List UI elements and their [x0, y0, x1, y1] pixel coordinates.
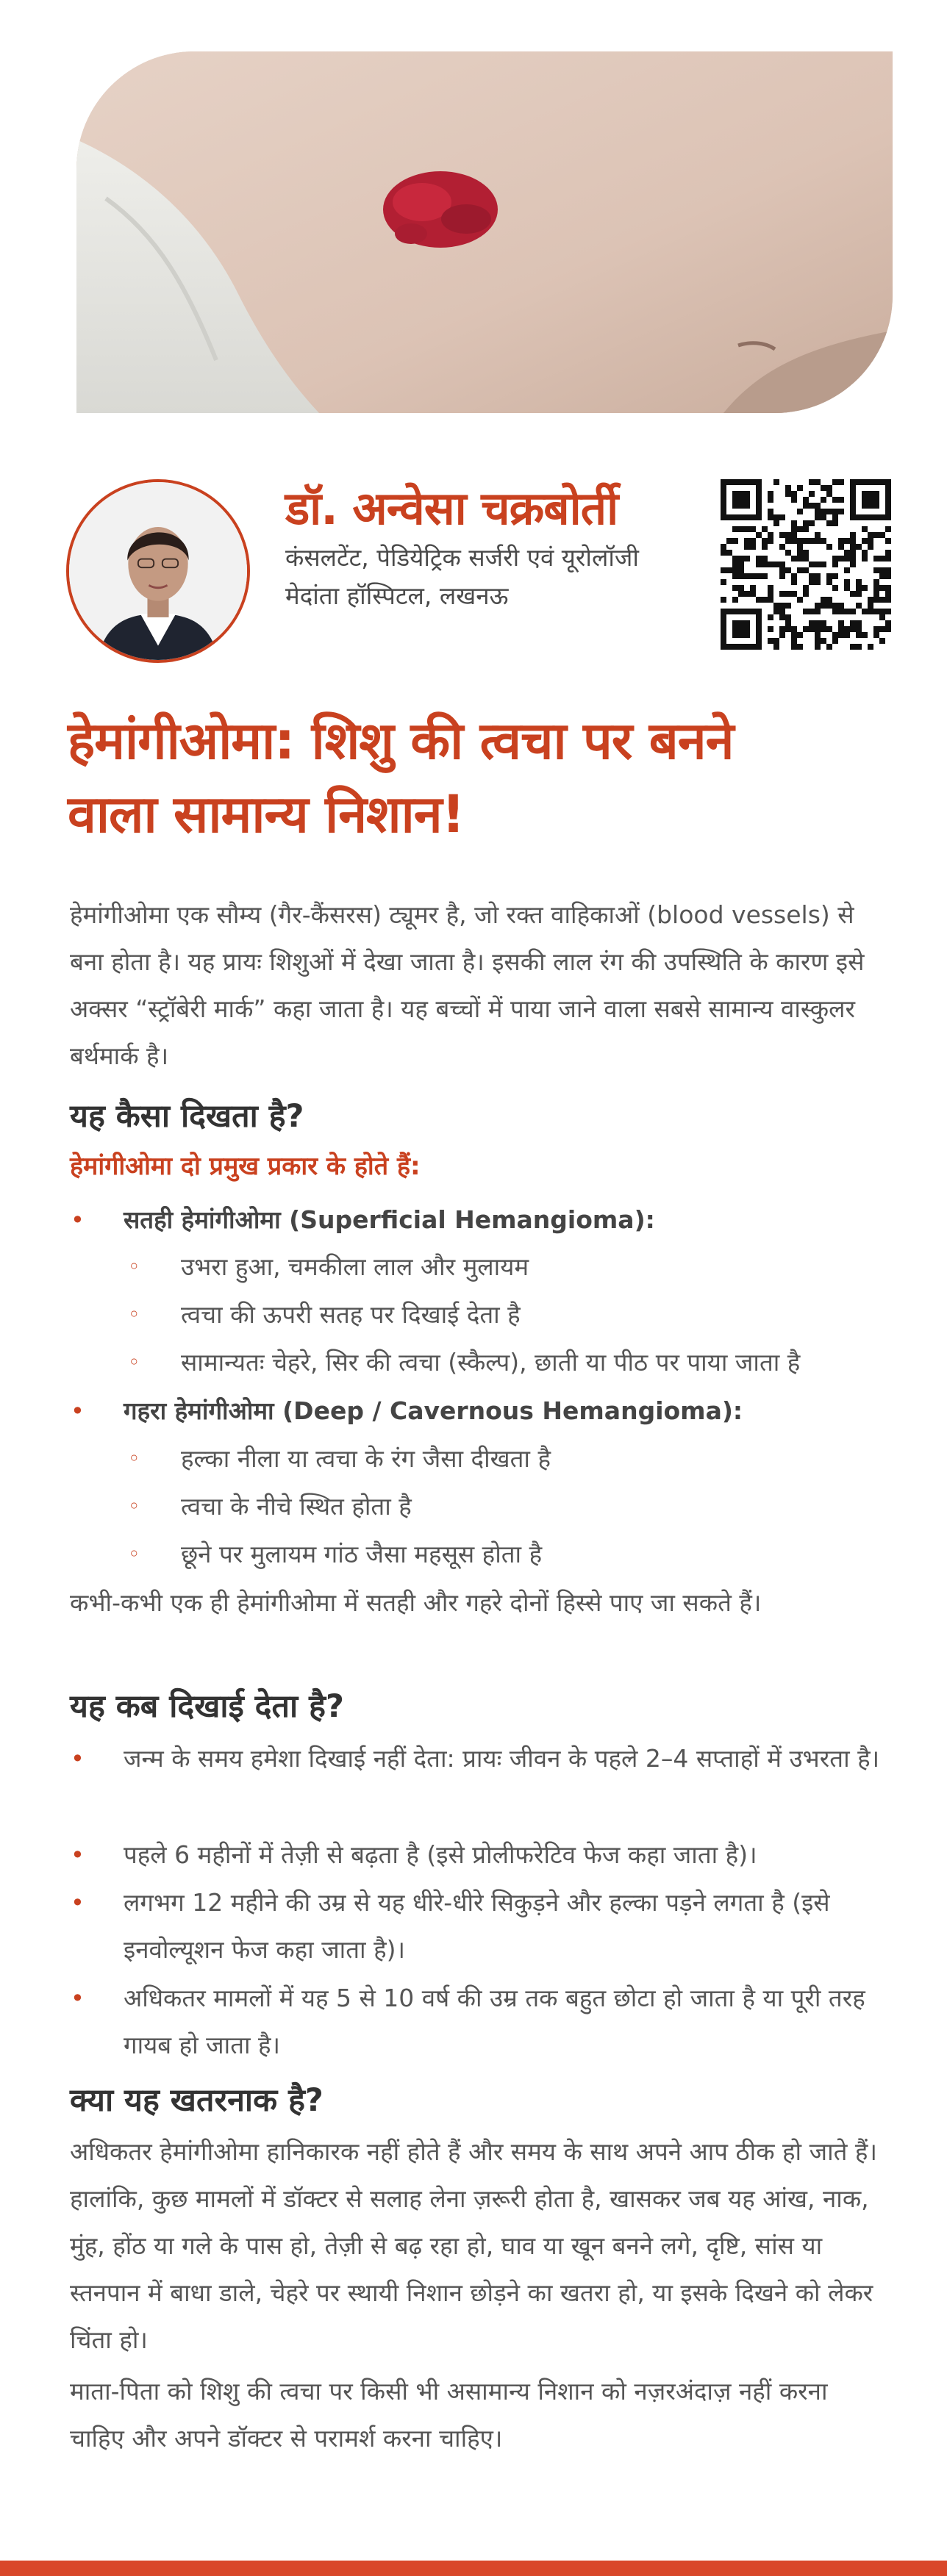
bullet-icon: • [71, 1889, 85, 1917]
list-item-text: उभरा हुआ, चमकीला लाल और मुलायम [181, 1252, 529, 1281]
section-heading-onset: यह कब दिखाई देता है? [70, 1688, 344, 1725]
list-item [71, 1975, 881, 2069]
circle-bullet-icon: ◦ [128, 1350, 140, 1374]
article-title [68, 704, 884, 851]
circle-bullet-icon: ◦ [128, 1446, 140, 1471]
section-subheading-types: हेमांगीओमा दो प्रमुख प्रकार के होते हैं: [70, 1152, 421, 1181]
advice-paragraph: माता-पिता को शिशु की त्वचा पर किसी भी असामान्य निशान को नज़रअंदाज़ नहीं करना चाहिए और अपने डॉक्टर से परामर्श करना चाहिए। [70, 2377, 828, 2453]
list-item-text: सामान्यतः चेहरे, सिर की त्वचा (स्कैल्प), छाती या पीठ पर पाया जाता है [181, 1348, 801, 1377]
list-item-text: पहले 6 महीनों में तेज़ी से बढ़ता है (इसे प्रोलीफरेटिव फेज कहा जाता है)। [124, 1840, 757, 1869]
qr-modules [721, 479, 891, 650]
list-item [128, 1435, 887, 1482]
qr-code[interactable] [721, 479, 891, 650]
list-item [128, 1531, 887, 1578]
hemangioma-mark [383, 171, 498, 248]
list-item-text: जन्म के समय हमेशा दिखाई नहीं देता: प्रायः जीवन के पहले 2–4 सप्ताहों में उभरता है। [124, 1744, 880, 1773]
bullet-icon: • [71, 1206, 85, 1234]
section-heading-appearance: यह कैसा दिखता है? [70, 1098, 304, 1135]
circle-bullet-icon: ◦ [128, 1255, 140, 1279]
list-item-text: अधिकतर मामलों में यह 5 से 10 वर्ष की उम्र तक बहुत छोटा हो जाता है या पूरी तरह गायब हो जाता है। [124, 1984, 865, 2059]
list-item [71, 1735, 881, 1782]
intro-paragraph: हेमांगीओमा एक सौम्य (गैर-कैंसरस) ट्यूमर है, जो रक्त वाहिकाओं (blood vessels) से बना होता है। यह प्रायः शिशुओं में देखा जाता है। इसकी लाल रंग की उपस्थिति के कारण इसे अक्सर “स्ट्रॉबेरी मार्क” कहा जाता है। यह बच्चों में पाया जाने वाला सबसे सामान्य वास्कुलर बर्थमार्क है। [70, 900, 865, 1070]
list-item-text: लगभग 12 महीने की उम्र से यह धीरे-धीरे सिकुड़ने और हल्का पड़ने लगता है (इसे इनवोल्यूशन फेज कहा जाता है)। [124, 1888, 830, 1964]
hero-illustration [76, 51, 893, 413]
list-item-type-superficial [71, 1196, 881, 1244]
type-label: गहरा हेमांगीओमा (Deep / Cavernous Hemangioma): [124, 1396, 743, 1425]
list-item-type-deep [71, 1388, 881, 1435]
list-item-text: त्वचा की ऊपरी सतह पर दिखाई देता है [181, 1300, 521, 1329]
bullet-icon: • [71, 1745, 85, 1773]
title-line-1: हेमांगीओमा: शिशु की त्वचा पर बनने [68, 711, 734, 771]
circle-bullet-icon: ◦ [128, 1542, 140, 1566]
bullet-icon: • [71, 1841, 85, 1869]
list-item [128, 1291, 887, 1338]
list-item-text: छूने पर मुलायम गांठ जैसा महसूस होता है [181, 1540, 543, 1568]
list-item-text: हल्का नीला या त्वचा के रंग जैसा दीखता है [181, 1444, 551, 1473]
danger-paragraph: अधिकतर हेमांगीओमा हानिकारक नहीं होते हैं और समय के साथ अपने आप ठीक हो जाते हैं। हालांकि, कुछ मामलों में डॉक्टर से सलाह लेना ज़रूरी होता है, खासकर जब यह आंख, नाक, मुंह, होंठ या गले के पास हो, तेज़ी से बढ़ रहा हो, घाव या खून बनने लगे, दृष्टि, सांस या स्तनपान में बाधा डाले, चेहरे पर स्थायी निशान छोड़ने का खतरा हो, या इसके दिखने को लेकर चिंता हो। [70, 2137, 877, 2354]
list-item [71, 1831, 881, 1879]
doctor-avatar [66, 479, 250, 663]
section-note: कभी-कभी एक ही हेमांगीओमा में सतही और गहरे दोनों हिस्से पाए जा सकते हैं। [70, 1588, 762, 1617]
doctor-hospital: मेदांता हॉस्पिटल, लखनऊ [285, 581, 509, 610]
list-item [128, 1339, 887, 1386]
section-heading-danger: क्या यह खतरनाक है? [70, 2082, 324, 2119]
list-item [128, 1483, 887, 1530]
circle-bullet-icon: ◦ [128, 1494, 140, 1518]
footer-accent-bar [0, 2561, 947, 2576]
type-label: सतही हेमांगीओमा (Superficial Hemangioma): [124, 1205, 655, 1234]
list-item [71, 1879, 881, 1973]
list-item [128, 1244, 887, 1291]
hero-photo-baby-hemangioma [76, 51, 893, 413]
circle-bullet-icon: ◦ [128, 1302, 140, 1327]
doctor-name: डॉ. अन्वेसा चक्रबोर्ती [285, 481, 618, 535]
list-item-text: त्वचा के नीचे स्थित होता है [181, 1492, 412, 1521]
doctor-role: कंसलटेंट, पेडियेट्रिक सर्जरी एवं यूरोलॉजी [285, 543, 639, 572]
bullet-icon: • [71, 1397, 85, 1425]
bullet-icon: • [71, 1984, 85, 2012]
title-line-2: वाला सामान्य निशान! [68, 784, 465, 844]
